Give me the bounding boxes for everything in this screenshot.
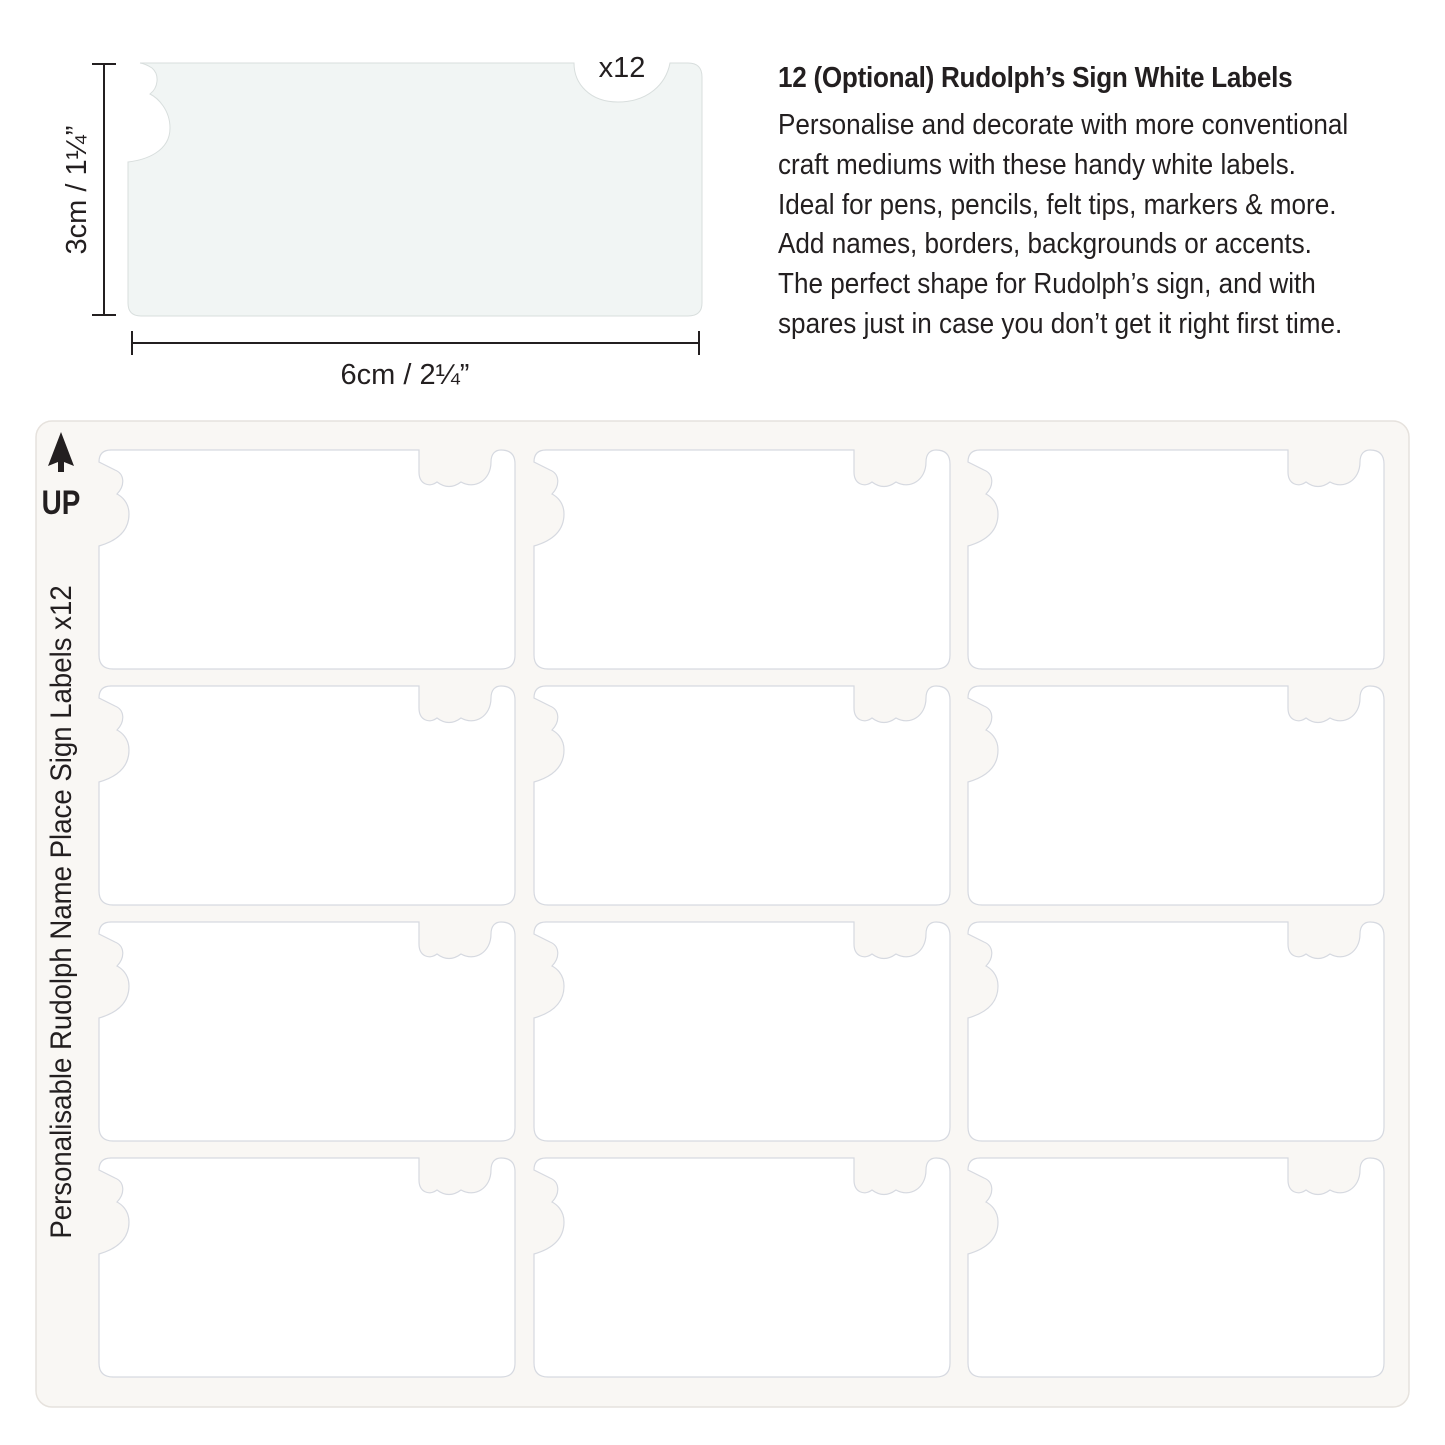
height-label: 3cm / 1¼” xyxy=(61,125,93,255)
info-line: craft mediums with these handy white labels. xyxy=(778,148,1296,181)
info-line: The perfect shape for Rudolph’s sign, and with xyxy=(778,268,1316,301)
info-line: Personalise and decorate with more conventional xyxy=(778,109,1349,141)
width-label: 6cm / 2¼” xyxy=(340,359,470,391)
sheet-side-label: Personalisable Rudolph Name Place Sign Labels x12 xyxy=(44,585,79,1239)
info-line: spares just in case you don’t get it right first time. xyxy=(778,307,1343,340)
label-count: x12 xyxy=(598,52,646,84)
info-line: Ideal for pens, pencils, felt tips, markers & more. xyxy=(778,188,1337,221)
up-label: UP xyxy=(41,483,81,522)
info-line: Add names, borders, backgrounds or accents. xyxy=(778,228,1312,261)
info-heading: 12 (Optional) Rudolph’s Sign White Labels xyxy=(778,62,1293,94)
